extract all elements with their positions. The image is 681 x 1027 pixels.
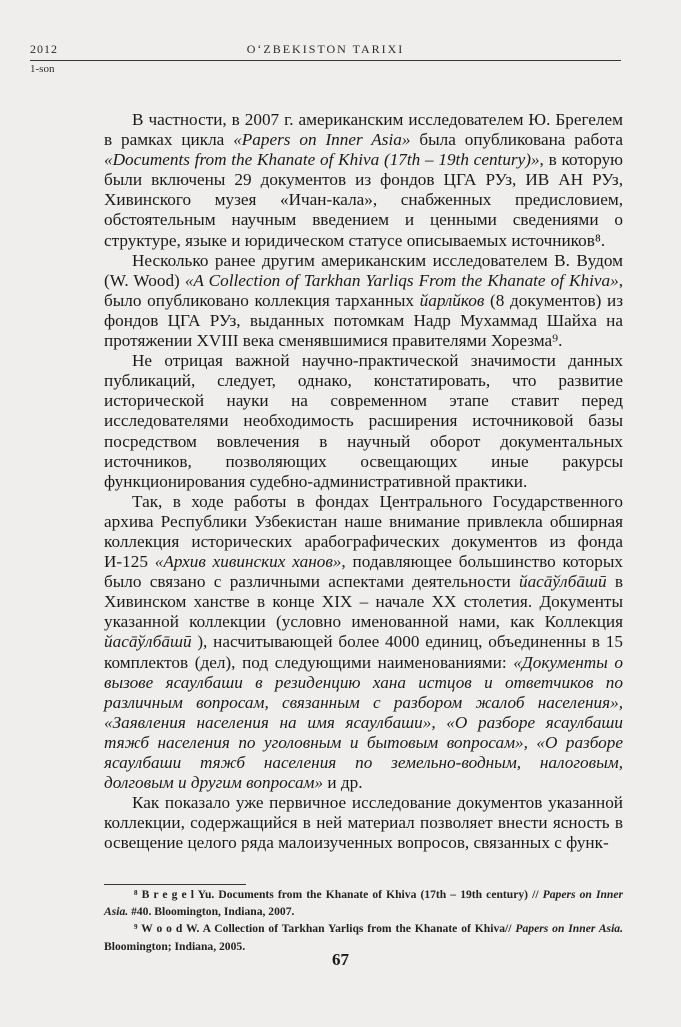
header-issue: 1-son xyxy=(30,63,55,75)
text-run: , в которую были включены 29 документов из фондов ЦГА РУз, ИВ АН РУз, Хивинского музея «Ичан-кала», снабженных предисловием, обстоятельным научным введением и ценными сведениями о структуре, языке и юридическом статусе описываемых источников⁸. xyxy=(104,150,624,250)
text-run: и др. xyxy=(323,773,363,793)
text-run: была опубликована работа xyxy=(410,130,623,150)
footnote-8 xyxy=(104,886,623,920)
text-run: , было опубликовано коллекция тарханных xyxy=(104,270,623,310)
italic-text: «Архив хивинских ханов» xyxy=(154,552,342,572)
text-run: Несколько ранее другим американским исследователем В. Вудом (W. Wood) xyxy=(104,250,623,290)
italic-text: йасāўлбāшӣ xyxy=(104,632,192,652)
text-run: ⁸ B r e g e l Yu. Documents from the Khanate of Khiva (17th – 19th century) // xyxy=(134,888,543,901)
text-run: #40. Bloomington, Indiana, 2007. xyxy=(128,905,295,919)
text-run: ), насчитывающей более 4000 единиц, объединенны в 15 комплектов (дел), под следующими наименованиями: xyxy=(104,632,623,672)
text-run: Как показало уже первичное исследование документов указанной коллекции, содержащийся в ней материал позволяет внести ясность в освещение целого ряда малоизученных вопросов, связанных с функ- xyxy=(104,793,623,853)
italic-text: «Документы о вызове ясаулбаши в резиденцию хана истцов и ответчиков по различным вопросам, связанным с разбором жалоб населения», «Заявления населения на имя ясаулбаши», «О разборе ясаулбаши тяжб населения по уголовным и бытовым вопросам», «О разборе ясаулбаши тяжб населения по земельно-водным, налоговым, долговым и другим вопросам» xyxy=(104,652,623,793)
italic-text: Papers on Inner Asia. xyxy=(515,922,623,936)
text-run: Не отрицая важной научно-практической значимости данных публикаций, следует, однако, констатировать, что развитие исторической науки на современном этапе ставит перед исследователями необходимость расширения источниковой базы посредством вовлечения в научный оборот документальных источников, позволяющих освещающих иные ракурсы функционирования судебно-административной практики. xyxy=(104,351,623,491)
header-year: 2012 xyxy=(30,42,58,56)
italic-text: йасāўлбāшӣ xyxy=(518,572,607,592)
paragraph-2 xyxy=(104,251,623,351)
text-run: Так, в ходе работы в фондах Центрального Государственного архива Республики Узбекистан наше внимание привлекла обширная коллекция исторических арабографических документов из фонда И-125 xyxy=(104,491,623,572)
italic-text: Papers on Inner Asia. xyxy=(104,888,624,919)
text-run: В частности, в 2007 г. американским исследователем Ю. Брегелем в рамках цикла xyxy=(104,110,623,150)
paragraph-5 xyxy=(104,793,623,853)
text-run: , подавляющее большинство которых было связано с различными аспектами деятельности xyxy=(104,552,623,592)
text-run: ⁹ W o o d W. A Collection of Tarkhan Yarliqs from the Khanate of Khiva// xyxy=(134,922,516,936)
footnotes xyxy=(104,886,623,955)
italic-text: «A Collection of Tarkhan Yarliqs From the Khanate of Khiva» xyxy=(184,270,619,290)
paragraph-1 xyxy=(104,110,623,251)
text-run: в Хивинском ханстве в конце XIX – начале XX столетия. Документы указанной коллекции (условно именованной нами, как Коллекция xyxy=(104,572,623,632)
italic-text: «Papers on Inner Asia» xyxy=(233,130,411,150)
paragraph-3 xyxy=(104,351,623,492)
text-run: Bloomington; Indiana, 2005. xyxy=(104,939,246,953)
header-journal-title: O‘ZBEKISTON TARIXI xyxy=(246,42,405,56)
italic-text: йарлйков xyxy=(419,290,485,310)
footnote-rule xyxy=(104,884,246,885)
paragraph-4 xyxy=(104,492,623,793)
page-number: 67 xyxy=(332,950,349,969)
header-rule xyxy=(30,60,621,61)
body-text xyxy=(104,110,623,853)
italic-text: «Documents from the Khanate of Khiva (17th – 19th century)» xyxy=(104,150,540,170)
text-run: (8 документов) из фондов ЦГА РУз, выданных потомкам Надр Мухаммад Шайха на протяжении XVIII века сменявшимися правителями Хорезма⁹. xyxy=(104,290,623,351)
